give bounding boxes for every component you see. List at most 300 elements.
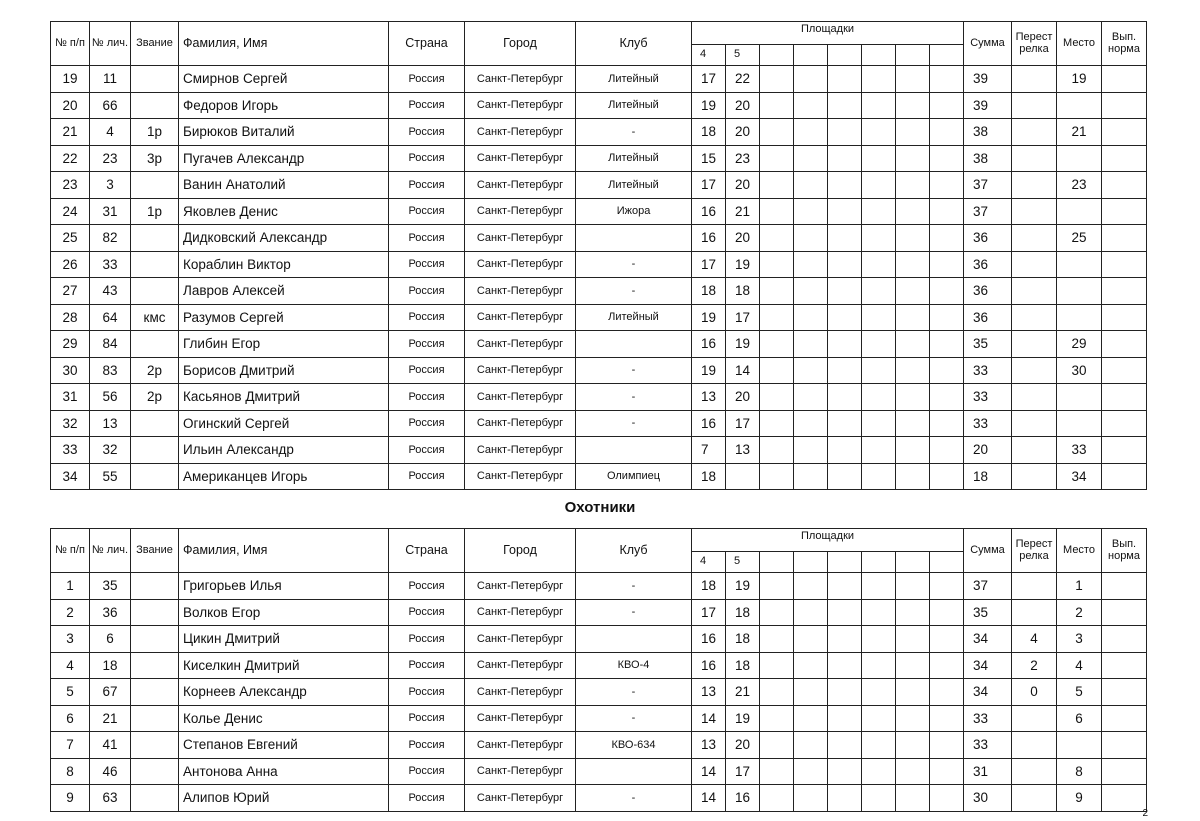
cell-platform-empty [760,705,794,732]
cell-num: 34 [51,463,90,490]
cell-norm [1102,732,1147,759]
cell-name: Борисов Дмитрий [179,357,389,384]
cell-norm [1102,573,1147,600]
cell-personal-num: 67 [90,679,131,706]
cell-platform-empty [896,652,930,679]
header-platforms: Площадки [692,22,964,45]
cell-num: 21 [51,119,90,146]
cell-sum: 34 [964,652,1012,679]
cell-platform-empty [862,225,896,252]
cell-platform-empty [930,626,964,653]
cell-platform-empty [828,278,862,305]
cell-name: Пугачев Александр [179,145,389,172]
cell-platform-empty [896,384,930,411]
cell-club: Литейный [576,92,692,119]
cell-sum: 33 [964,357,1012,384]
cell-platform-empty [862,599,896,626]
cell-norm [1102,304,1147,331]
cell-platform-empty [760,225,794,252]
cell-sum: 20 [964,437,1012,464]
cell-platform-empty [794,573,828,600]
cell-platform-empty [930,732,964,759]
cell-name: Волков Егор [179,599,389,626]
table-row [51,437,1147,464]
cell-sum: 39 [964,66,1012,93]
cell-platform-empty [828,304,862,331]
cell-rank [131,225,179,252]
cell-platform-empty [930,410,964,437]
cell-sum: 34 [964,626,1012,653]
cell-country: Россия [389,679,465,706]
cell-shootoff [1012,357,1057,384]
cell-country: Россия [389,92,465,119]
cell-place: 8 [1057,758,1102,785]
table-row [51,599,1147,626]
cell-rank [131,463,179,490]
cell-country: Россия [389,652,465,679]
header-platform-empty [760,45,794,66]
cell-rank [131,573,179,600]
cell-rank [131,652,179,679]
cell-num: 6 [51,705,90,732]
cell-rank [131,172,179,199]
table-row [51,66,1147,93]
cell-sum: 36 [964,304,1012,331]
cell-num: 26 [51,251,90,278]
cell-city: Санкт-Петербург [465,119,576,146]
cell-platform-empty [760,785,794,812]
cell-shootoff: 0 [1012,679,1057,706]
cell-num: 8 [51,758,90,785]
header-country: Страна [389,22,465,66]
cell-platform-4: 16 [692,626,726,653]
cell-norm [1102,145,1147,172]
cell-platform-5: 17 [726,758,760,785]
cell-country: Россия [389,357,465,384]
cell-platform-empty [862,331,896,358]
header-country: Страна [389,529,465,573]
cell-place [1057,278,1102,305]
cell-city: Санкт-Петербург [465,384,576,411]
cell-platform-empty [828,626,862,653]
cell-country: Россия [389,172,465,199]
cell-platform-empty [930,599,964,626]
cell-platform-empty [862,384,896,411]
cell-norm [1102,172,1147,199]
cell-sum: 33 [964,705,1012,732]
header-shootoff: Перест релка [1012,529,1057,573]
cell-place: 29 [1057,331,1102,358]
cell-platform-5: 18 [726,599,760,626]
cell-num: 22 [51,145,90,172]
cell-shootoff [1012,278,1057,305]
cell-platform-empty [862,705,896,732]
page-number: 2 [1142,808,1148,819]
table-row [51,652,1147,679]
cell-city: Санкт-Петербург [465,304,576,331]
cell-num: 23 [51,172,90,199]
header-platform-5: 5 [726,45,760,66]
cell-personal-num: 64 [90,304,131,331]
cell-norm [1102,357,1147,384]
cell-platform-empty [896,626,930,653]
cell-personal-num: 33 [90,251,131,278]
cell-platform-empty [896,463,930,490]
cell-city: Санкт-Петербург [465,573,576,600]
cell-name: Антонова Анна [179,758,389,785]
cell-platform-empty [760,463,794,490]
cell-place: 19 [1057,66,1102,93]
cell-country: Россия [389,331,465,358]
cell-platform-empty [896,410,930,437]
cell-platform-empty [828,198,862,225]
cell-rank [131,66,179,93]
cell-platform-empty [862,652,896,679]
cell-platform-empty [794,652,828,679]
cell-platform-empty [828,251,862,278]
cell-platform-4: 7 [692,437,726,464]
cell-platform-empty [794,705,828,732]
header-num: № п/п [51,529,90,573]
cell-platform-empty [828,652,862,679]
cell-country: Россия [389,278,465,305]
cell-platform-5: 18 [726,278,760,305]
cell-personal-num: 3 [90,172,131,199]
cell-norm [1102,198,1147,225]
cell-platform-empty [794,732,828,759]
cell-num: 7 [51,732,90,759]
cell-place: 33 [1057,437,1102,464]
cell-platform-empty [828,357,862,384]
cell-name: Ильин Александр [179,437,389,464]
cell-platform-empty [896,331,930,358]
cell-platform-4: 13 [692,732,726,759]
cell-personal-num: 21 [90,705,131,732]
cell-country: Россия [389,599,465,626]
cell-platform-empty [760,251,794,278]
cell-name: Алипов Юрий [179,785,389,812]
cell-platform-4: 18 [692,463,726,490]
cell-club: Литейный [576,145,692,172]
cell-place [1057,145,1102,172]
cell-city: Санкт-Петербург [465,705,576,732]
header-platform-5: 5 [726,552,760,573]
cell-city: Санкт-Петербург [465,679,576,706]
cell-platform-empty [760,732,794,759]
cell-platform-empty [896,278,930,305]
cell-platform-empty [760,437,794,464]
header-norm: Вып. норма [1102,22,1147,66]
cell-city: Санкт-Петербург [465,92,576,119]
cell-place: 25 [1057,225,1102,252]
cell-num: 9 [51,785,90,812]
header-platform-empty [794,552,828,573]
cell-num: 30 [51,357,90,384]
cell-country: Россия [389,705,465,732]
cell-platform-empty [862,573,896,600]
cell-platform-4: 19 [692,92,726,119]
cell-name: Лавров Алексей [179,278,389,305]
cell-num: 31 [51,384,90,411]
cell-norm [1102,437,1147,464]
cell-city: Санкт-Петербург [465,225,576,252]
cell-platform-empty [794,66,828,93]
cell-platform-empty [896,198,930,225]
cell-club: - [576,278,692,305]
cell-num: 27 [51,278,90,305]
cell-platform-empty [828,119,862,146]
cell-platform-5: 14 [726,357,760,384]
cell-platform-5: 18 [726,626,760,653]
table-row [51,172,1147,199]
header-platform-empty [760,552,794,573]
header-sum: Сумма [964,22,1012,66]
cell-platform-empty [794,92,828,119]
cell-sum: 30 [964,785,1012,812]
cell-platform-5: 22 [726,66,760,93]
cell-num: 1 [51,573,90,600]
cell-club: - [576,573,692,600]
cell-platform-empty [828,705,862,732]
cell-personal-num: 18 [90,652,131,679]
table-row [51,785,1147,812]
cell-shootoff [1012,172,1057,199]
cell-platform-empty [794,410,828,437]
cell-platform-4: 18 [692,573,726,600]
cell-platform-empty [828,785,862,812]
cell-city: Санкт-Петербург [465,652,576,679]
cell-shootoff [1012,599,1057,626]
cell-platform-empty [760,172,794,199]
table-row [51,410,1147,437]
cell-platform-empty [828,599,862,626]
cell-sum: 38 [964,145,1012,172]
cell-shootoff [1012,145,1057,172]
header-platform-4: 4 [692,45,726,66]
cell-platform-empty [930,66,964,93]
cell-platform-4: 19 [692,304,726,331]
cell-platform-empty [794,251,828,278]
cell-club: - [576,599,692,626]
cell-club [576,331,692,358]
cell-personal-num: 32 [90,437,131,464]
cell-platform-empty [760,92,794,119]
cell-num: 33 [51,437,90,464]
cell-name: Федоров Игорь [179,92,389,119]
cell-place: 5 [1057,679,1102,706]
cell-platform-empty [760,331,794,358]
cell-place [1057,410,1102,437]
cell-platform-4: 14 [692,785,726,812]
cell-platform-4: 14 [692,705,726,732]
cell-platform-empty [896,599,930,626]
cell-shootoff [1012,437,1057,464]
cell-shootoff [1012,225,1057,252]
cell-sum: 33 [964,384,1012,411]
header-city: Город [465,22,576,66]
table-row [51,92,1147,119]
table-row [51,251,1147,278]
cell-shootoff [1012,785,1057,812]
cell-rank [131,626,179,653]
cell-club: - [576,119,692,146]
cell-city: Санкт-Петербург [465,732,576,759]
header-platforms: Площадки [692,529,964,552]
table-row [51,732,1147,759]
cell-sum: 35 [964,599,1012,626]
cell-norm [1102,705,1147,732]
cell-platform-empty [896,785,930,812]
cell-num: 28 [51,304,90,331]
cell-platform-5: 20 [726,732,760,759]
cell-name: Дидковский Александр [179,225,389,252]
cell-platform-4: 18 [692,119,726,146]
table-row [51,626,1147,653]
cell-rank [131,785,179,812]
cell-sum: 18 [964,463,1012,490]
cell-platform-empty [896,66,930,93]
cell-platform-empty [896,251,930,278]
cell-name: Григорьев Илья [179,573,389,600]
cell-platform-5: 17 [726,410,760,437]
header-personal-num: № лич. [90,529,131,573]
cell-norm [1102,92,1147,119]
header-club: Клуб [576,22,692,66]
cell-norm [1102,758,1147,785]
cell-country: Россия [389,304,465,331]
cell-shootoff [1012,251,1057,278]
cell-club: - [576,679,692,706]
cell-platform-empty [896,145,930,172]
cell-norm [1102,331,1147,358]
cell-shootoff [1012,705,1057,732]
header-platform-4: 4 [692,552,726,573]
cell-name: Степанов Евгений [179,732,389,759]
cell-place: 1 [1057,573,1102,600]
cell-club: КВО-4 [576,652,692,679]
header-platform-empty [930,45,964,66]
cell-platform-empty [896,357,930,384]
cell-platform-empty [930,225,964,252]
cell-rank [131,251,179,278]
cell-club: Литейный [576,304,692,331]
cell-num: 5 [51,679,90,706]
cell-name: Колье Денис [179,705,389,732]
cell-platform-empty [862,357,896,384]
cell-platform-empty [760,198,794,225]
cell-name: Ванин Анатолий [179,172,389,199]
header-num: № п/п [51,22,90,66]
cell-platform-empty [794,172,828,199]
cell-rank [131,679,179,706]
cell-country: Россия [389,463,465,490]
cell-platform-empty [794,357,828,384]
cell-club [576,437,692,464]
cell-place: 34 [1057,463,1102,490]
cell-platform-empty [862,92,896,119]
cell-place [1057,384,1102,411]
cell-platform-empty [862,304,896,331]
cell-name: Американцев Игорь [179,463,389,490]
cell-platform-empty [760,410,794,437]
cell-norm [1102,251,1147,278]
cell-name: Смирнов Сергей [179,66,389,93]
cell-platform-empty [896,679,930,706]
cell-sum: 31 [964,758,1012,785]
cell-platform-empty [760,652,794,679]
cell-platform-empty [760,357,794,384]
cell-platform-empty [828,66,862,93]
cell-platform-4: 16 [692,198,726,225]
cell-platform-empty [896,732,930,759]
cell-platform-empty [794,225,828,252]
cell-platform-empty [930,705,964,732]
cell-platform-empty [828,92,862,119]
cell-platform-empty [896,225,930,252]
cell-platform-empty [794,437,828,464]
cell-platform-4: 17 [692,251,726,278]
cell-platform-empty [828,463,862,490]
cell-club: - [576,410,692,437]
cell-shootoff [1012,66,1057,93]
cell-personal-num: 6 [90,626,131,653]
cell-platform-empty [794,145,828,172]
cell-platform-4: 18 [692,278,726,305]
cell-platform-empty [862,785,896,812]
cell-shootoff [1012,732,1057,759]
cell-num: 25 [51,225,90,252]
cell-norm [1102,626,1147,653]
table-row [51,705,1147,732]
cell-sum: 33 [964,410,1012,437]
cell-shootoff [1012,758,1057,785]
cell-name: Яковлев Денис [179,198,389,225]
cell-platform-empty [930,304,964,331]
cell-sum: 33 [964,732,1012,759]
cell-club: - [576,251,692,278]
cell-platform-empty [930,463,964,490]
cell-platform-empty [862,758,896,785]
cell-platform-4: 16 [692,410,726,437]
cell-rank [131,732,179,759]
cell-platform-5 [726,463,760,490]
cell-country: Россия [389,732,465,759]
cell-personal-num: 11 [90,66,131,93]
cell-num: 19 [51,66,90,93]
cell-platform-empty [828,410,862,437]
cell-city: Санкт-Петербург [465,66,576,93]
cell-platform-5: 21 [726,198,760,225]
cell-platform-4: 13 [692,679,726,706]
cell-platform-4: 14 [692,758,726,785]
cell-club: Ижора [576,198,692,225]
cell-club: Литейный [576,172,692,199]
cell-platform-empty [930,278,964,305]
cell-platform-empty [862,410,896,437]
cell-platform-empty [760,66,794,93]
cell-rank [131,758,179,785]
cell-platform-4: 16 [692,225,726,252]
header-personal-num: № лич. [90,22,131,66]
cell-country: Россия [389,785,465,812]
cell-club [576,225,692,252]
table-row [51,679,1147,706]
cell-platform-empty [930,172,964,199]
cell-city: Санкт-Петербург [465,626,576,653]
cell-country: Россия [389,410,465,437]
cell-platform-5: 19 [726,573,760,600]
cell-sum: 36 [964,225,1012,252]
